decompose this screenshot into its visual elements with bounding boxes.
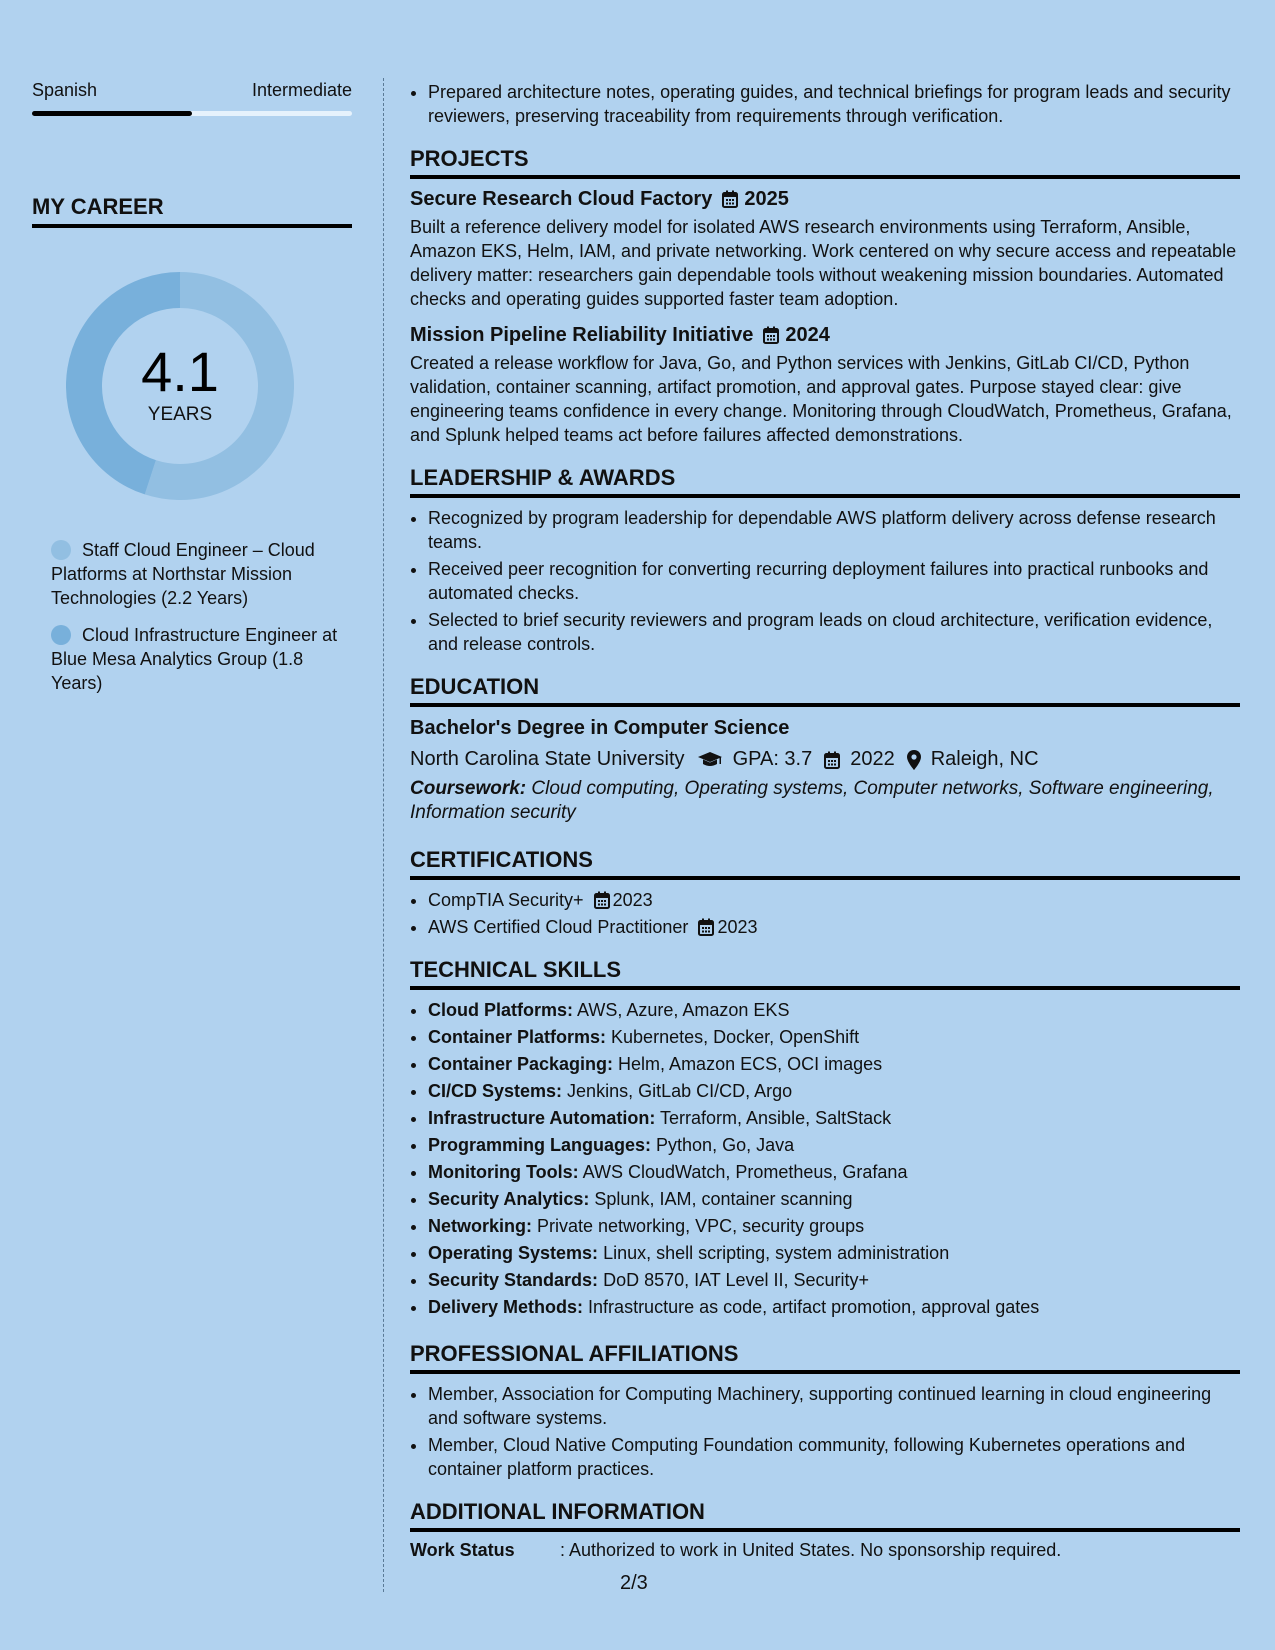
education-degree: Bachelor's Degree in Computer Science [410, 717, 790, 739]
language-proficiency-bar [32, 111, 352, 116]
skill-value: Jenkins, GitLab CI/CD, Argo [562, 1081, 793, 1101]
education-heading: EDUCATION [410, 674, 1240, 707]
certification-item [428, 888, 1240, 912]
donut-center [66, 272, 294, 500]
skill-label: Networking: [428, 1216, 533, 1236]
language-proficiency-fill [32, 111, 192, 116]
skill-item [428, 1079, 1240, 1103]
certification-year: 2023 [717, 917, 758, 937]
calendar-icon [763, 326, 779, 344]
skill-label: Monitoring Tools: [428, 1162, 579, 1182]
language-row [32, 80, 352, 101]
graduation-cap-icon [697, 751, 723, 769]
leadership-heading: LEADERSHIP & AWARDS [410, 465, 1240, 498]
project-title: Secure Research Cloud Factory [410, 188, 713, 210]
experience-bullets [410, 80, 1240, 128]
skill-item [428, 1295, 1240, 1319]
skills-heading: TECHNICAL SKILLS [410, 957, 1240, 990]
skill-value: Infrastructure as code, artifact promotion, approval gates [583, 1297, 1040, 1317]
skill-label: Security Standards: [428, 1270, 599, 1290]
skill-item [428, 1133, 1240, 1157]
project-description: Built a reference delivery model for isolated AWS research environments using Terraform, Ansible, Amazon EKS, Helm, IAM, and private networking. Work centered on why secure access and repeatable delivery matter: researchers gain dependable tools without weakening mission boundaries. Automated checks and operating guides supported faster team adoption. [410, 217, 1237, 309]
education-gpa: GPA: 3.7 [732, 748, 813, 770]
sidebar [32, 80, 352, 708]
career-item [51, 623, 352, 695]
skill-item [428, 1160, 1240, 1184]
project-item [410, 187, 1240, 311]
skill-item [428, 1025, 1240, 1049]
skill-value: Private networking, VPC, security groups [532, 1216, 865, 1236]
additional-key: Work Status [410, 1540, 515, 1560]
skill-item [428, 1052, 1240, 1076]
leadership-list [410, 506, 1240, 656]
skill-value: AWS CloudWatch, Prometheus, Grafana [578, 1162, 908, 1182]
skill-label: Security Analytics: [428, 1189, 590, 1209]
skill-item [428, 1214, 1240, 1238]
skill-value: Splunk, IAM, container scanning [589, 1189, 853, 1209]
skill-value: Helm, Amazon ECS, OCI images [613, 1054, 883, 1074]
language-name: Spanish [32, 80, 98, 100]
career-item [51, 538, 352, 610]
affiliations-heading: PROFESSIONAL AFFILIATIONS [410, 1341, 1240, 1374]
skill-label: Programming Languages: [428, 1135, 652, 1155]
calendar-icon [824, 751, 840, 769]
career-donut-chart [66, 272, 294, 500]
certifications-list [410, 888, 1240, 939]
certification-name: AWS Certified Cloud Practitioner [428, 917, 689, 937]
main-column [410, 80, 1240, 1561]
skill-item [428, 1268, 1240, 1292]
project-year: 2025 [744, 188, 789, 210]
language-level: Intermediate [251, 80, 352, 100]
leadership-item: • Received peer recognition for converting recurring deployment failures into practical runbooks and automated checks. [428, 557, 1240, 605]
coursework-label: Coursework: [410, 778, 527, 799]
skill-value: Terraform, Ansible, SaltStack [655, 1108, 892, 1128]
career-heading: MY CAREER [32, 194, 352, 228]
career-list [51, 538, 352, 695]
affiliations-list [410, 1382, 1240, 1481]
skills-list [410, 998, 1240, 1319]
certification-name: CompTIA Security+ [428, 890, 584, 910]
education-year: 2022 [850, 748, 895, 770]
column-divider [383, 78, 384, 1592]
coursework-value: Cloud computing, Operating systems, Computer networks, Software engineering, Information security [410, 778, 1214, 823]
project-description: Created a release workflow for Java, Go, and Python services with Jenkins, GitLab CI/CD, Python validation, container scanning, artifact promotion, and approval gates. Purpose stayed clear: give engineering teams confidence in every change. Monitoring through CloudWatch, Prometheus, Grafana, and Splunk helped teams act before failures affected demonstrations. [410, 353, 1232, 445]
calendar-icon [698, 918, 714, 936]
skill-value: Linux, shell scripting, system administration [598, 1243, 950, 1263]
career-dot-icon [51, 625, 71, 645]
skill-label: Infrastructure Automation: [428, 1108, 656, 1128]
leadership-item: • Recognized by program leadership for dependable AWS platform delivery across defense research teams. [428, 506, 1240, 554]
education-details [410, 748, 1240, 771]
affiliation-item: • Member, Cloud Native Computing Foundation community, following Kubernetes operations and container platform practices. [428, 1433, 1240, 1481]
education-coursework [410, 777, 1240, 825]
skill-item [428, 1187, 1240, 1211]
certification-year: 2023 [612, 890, 653, 910]
page-number: 2/3 [620, 1572, 648, 1594]
projects-heading: PROJECTS [410, 146, 1240, 179]
calendar-icon [722, 190, 738, 208]
education-school: North Carolina State University [410, 748, 685, 770]
additional-heading: ADDITIONAL INFORMATION [410, 1499, 1240, 1532]
additional-row [410, 1540, 1240, 1561]
affiliation-item: • Member, Association for Computing Machinery, supporting continued learning in cloud engineering and software systems. [428, 1382, 1240, 1430]
additional-value: : Authorized to work in United States. No sponsorship required. [560, 1540, 1062, 1560]
skill-label: Container Packaging: [428, 1054, 614, 1074]
skill-item [428, 998, 1240, 1022]
donut-value: 4.1 [141, 340, 219, 403]
skill-label: Operating Systems: [428, 1243, 599, 1263]
career-item-text: Staff Cloud Engineer – Cloud Platforms at Northstar Mission Technologies (2.2 Years) [51, 540, 315, 608]
calendar-icon [594, 891, 610, 909]
skill-item [428, 1241, 1240, 1265]
project-year: 2024 [785, 324, 830, 346]
skill-value: AWS, Azure, Amazon EKS [573, 1000, 790, 1020]
skill-label: Container Platforms: [428, 1027, 607, 1047]
career-item-text: Cloud Infrastructure Engineer at Blue Mesa Analytics Group (1.8 Years) [51, 625, 338, 693]
skill-label: Cloud Platforms: [428, 1000, 574, 1020]
project-item [410, 323, 1240, 447]
career-dot-icon [51, 540, 71, 560]
experience-bullet: • Prepared architecture notes, operating guides, and technical briefings for program leads and security reviewers, preserving traceability from requirements through verification. [428, 80, 1240, 128]
skill-label: Delivery Methods: [428, 1297, 584, 1317]
leadership-item: • Selected to brief security reviewers and program leads on cloud architecture, verification evidence, and release controls. [428, 608, 1240, 656]
certification-item [428, 915, 1240, 939]
skill-value: Kubernetes, Docker, OpenShift [606, 1027, 860, 1047]
skill-value: DoD 8570, IAT Level II, Security+ [598, 1270, 870, 1290]
location-pin-icon [907, 750, 921, 770]
skill-label: CI/CD Systems: [428, 1081, 563, 1101]
education-location: Raleigh, NC [930, 748, 1039, 770]
skill-value: Python, Go, Java [651, 1135, 795, 1155]
skill-item [428, 1106, 1240, 1130]
donut-unit: YEARS [147, 404, 213, 425]
project-title: Mission Pipeline Reliability Initiative [410, 324, 754, 346]
certifications-heading: CERTIFICATIONS [410, 847, 1240, 880]
